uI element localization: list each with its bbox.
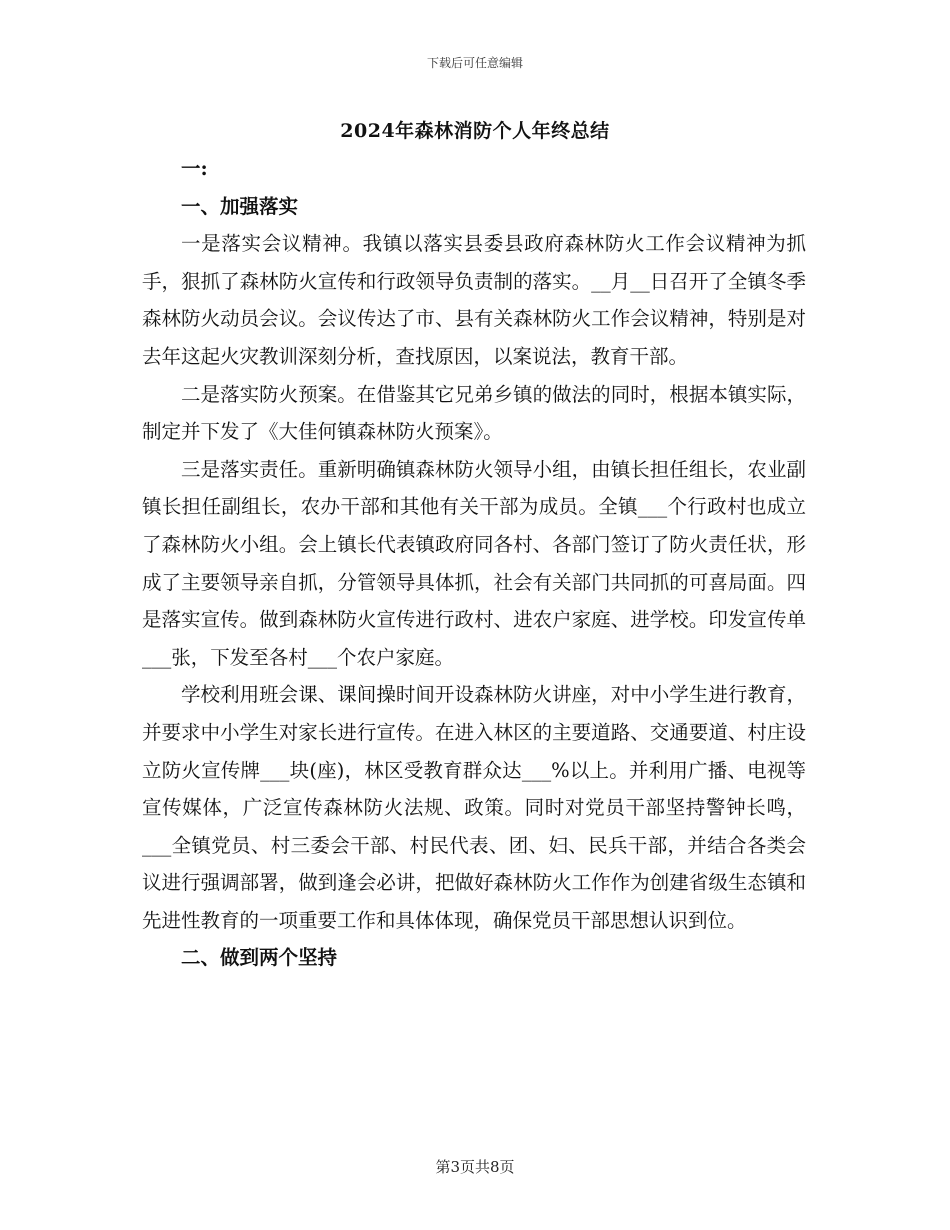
- paragraph-2: 二是落实防火预案。在借鉴其它兄弟乡镇的做法的同时，根据本镇实际，制定并下发了《大佳何镇森林防火预案》。: [142, 382, 806, 444]
- section-heading-1: 一、加强落实: [181, 194, 299, 218]
- section-heading-2: 二、做到两个坚持: [181, 946, 338, 970]
- paragraph-3: 三是落实责任。重新明确镇森林防火领导小组，由镇长担任组长，农业副镇长担任副组长，农办干部和其他有关干部为成员。全镇___个行政村也成立了森林防火小组。会上镇长代表镇政府同各村、各部门签订了防火责任状，形成了主要领导亲自抓，分管领导具体抓，社会有关部门共同抓的可喜局面。四是落实宣传。做到森林防火宣传进行政村、进农户家庭、进学校。印发宣传单___张，下发至各村___个农户家庭。: [142, 457, 806, 669]
- page-footer: 第3页共8页: [435, 1158, 515, 1176]
- page-header-note: 下载后可任意编辑: [426, 56, 523, 70]
- paragraph-1: 一是落实会议精神。我镇以落实县委县政府森林防火工作会议精神为抓手，狠抓了森林防火宣传和行政领导负责制的落实。__月__日召开了全镇冬季森林防火动员会议。会议传达了市、县有关森林防火工作会议精神，特别是对去年这起火灾教训深刻分析，查找原因，以案说法，教育干部。: [142, 232, 806, 368]
- paragraph-4: 学校利用班会课、课间操时间开设森林防火讲座，对中小学生进行教育，并要求中小学生对家长进行宣传。在进入林区的主要道路、交通要道、村庄设立防火宣传牌___块(座)，林区受教育群众达___%以上。并利用广播、电视等宣传媒体，广泛宣传森林防火法规、政策。同时对党员干部坚持警钟长鸣，___全镇党员、村三委会干部、村民代表、团、妇、民兵干部，并结合各类会议进行强调部署，做到逢会必讲，把做好森林防火工作作为创建省级生态镇和先进性教育的一项重要工作和具体体现，确保党员干部思想认识到位。: [142, 683, 806, 932]
- section-marker: 一:: [181, 157, 208, 180]
- document-body: [142, 150, 806, 977]
- document-title: 2024年森林消防个人年终总结: [340, 120, 610, 142]
